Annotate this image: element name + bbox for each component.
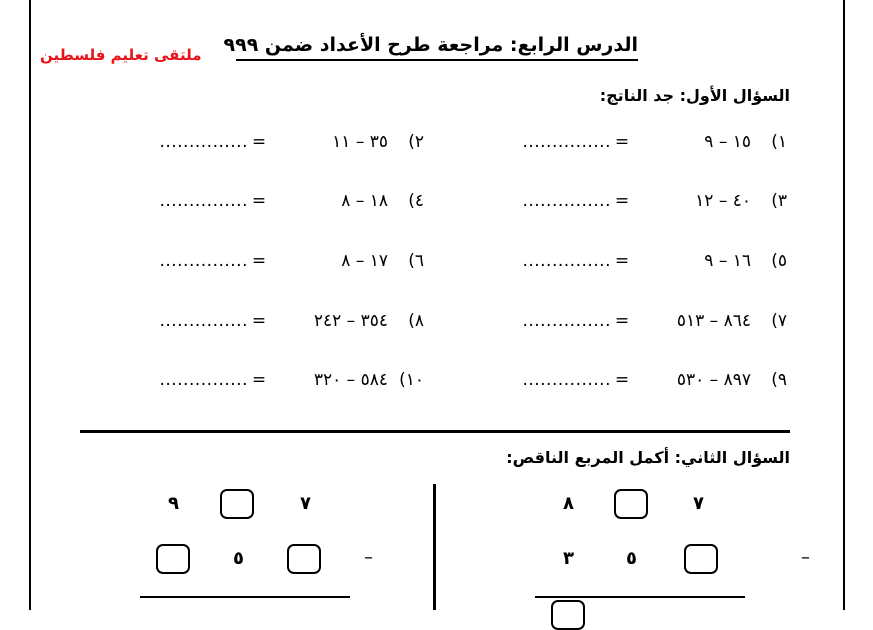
problem-9: [522, 370, 787, 390]
answer-blank[interactable]: ...............: [159, 370, 248, 390]
problem-number: ٤): [408, 191, 424, 211]
equals-sign: =: [251, 251, 267, 271]
left-top-hundreds: ٩: [168, 493, 179, 514]
problem-expression: ١٦ – ٩: [704, 251, 751, 271]
right-top-hundreds: ٨: [563, 493, 574, 514]
page-border-left: [29, 0, 31, 610]
problem-number: ٩): [771, 370, 787, 390]
problem-number: ٦): [408, 251, 424, 271]
question2-heading: السؤال الثاني: أكمل المربع الناقص:: [506, 448, 790, 467]
lesson-title: الدرس الرابع: مراجعة طرح الأعداد ضمن ٩٩٩: [236, 34, 638, 61]
problem-6: [159, 251, 424, 271]
answer-blank[interactable]: ...............: [159, 132, 248, 152]
equals-sign: =: [251, 191, 267, 211]
equals-sign: =: [614, 251, 630, 271]
right-top-ones: ٧: [693, 493, 704, 514]
problem-number: ٣): [771, 191, 787, 211]
section-divider: [80, 430, 790, 433]
answer-blank[interactable]: ...............: [522, 191, 611, 211]
page-border-right: [843, 0, 845, 610]
problem-expression: ١٨ – ٨: [341, 191, 388, 211]
equals-sign: =: [614, 311, 630, 331]
left-bottom-hundreds-box[interactable]: [156, 544, 190, 574]
answer-blank[interactable]: ...............: [522, 370, 611, 390]
right-bottom-tens: ٥: [626, 548, 637, 569]
problem-number: ١٠): [399, 370, 424, 390]
right-bottom-hundreds: ٣: [563, 548, 574, 569]
problem-number: ٨): [408, 311, 424, 331]
problem-number: ١): [771, 132, 787, 152]
problem-4: [159, 191, 424, 211]
problem-number: ٧): [771, 311, 787, 331]
problem-10: [159, 370, 424, 390]
right-bottom-ones-box[interactable]: [684, 544, 718, 574]
column-divider: [433, 484, 436, 610]
left-bottom-ones-box[interactable]: [287, 544, 321, 574]
problem-7: [522, 311, 787, 331]
left-top-tens-box[interactable]: [220, 489, 254, 519]
question1-heading: السؤال الأول: جد الناتج:: [599, 86, 790, 105]
problem-expression: ٣٥٤ – ٢٤٢: [313, 311, 388, 331]
answer-blank[interactable]: ...............: [522, 311, 611, 331]
problem-number: ٢): [408, 132, 424, 152]
equals-sign: =: [614, 191, 630, 211]
problem-8: [159, 311, 424, 331]
left-minus-sign: –: [364, 547, 373, 568]
equals-sign: =: [614, 132, 630, 152]
answer-blank[interactable]: ...............: [159, 311, 248, 331]
answer-blank[interactable]: ...............: [159, 251, 248, 271]
problem-expression: ٥٨٤ – ٣٢٠: [313, 370, 388, 390]
equals-sign: =: [251, 132, 267, 152]
left-result-line: [140, 596, 350, 598]
problem-expression: ٣٥ – ١١: [332, 132, 388, 152]
equals-sign: =: [251, 311, 267, 331]
problem-2: [159, 132, 424, 152]
answer-blank[interactable]: ...............: [159, 191, 248, 211]
left-top-ones: ٧: [300, 493, 311, 514]
right-top-tens-box[interactable]: [614, 489, 648, 519]
problem-1: [522, 132, 787, 152]
answer-blank[interactable]: ...............: [522, 251, 611, 271]
problem-expression: ١٥ – ٩: [704, 132, 751, 152]
problem-3: [522, 191, 787, 211]
problem-number: ٥): [771, 251, 787, 271]
left-bottom-tens: ٥: [233, 548, 244, 569]
problem-expression: ٤٠ – ١٢: [695, 191, 751, 211]
brand-label: ملتقى تعليم فلسطين: [40, 46, 202, 64]
problem-expression: ١٧ – ٨: [341, 251, 388, 271]
right-result-box[interactable]: [551, 600, 585, 630]
right-result-line: [535, 596, 745, 598]
answer-blank[interactable]: ...............: [522, 132, 611, 152]
right-minus-sign: –: [801, 547, 810, 568]
equals-sign: =: [251, 370, 267, 390]
problem-expression: ٨٦٤ – ٥١٣: [676, 311, 751, 331]
equals-sign: =: [614, 370, 630, 390]
problem-5: [522, 251, 787, 271]
problem-expression: ٨٩٧ – ٥٣٠: [676, 370, 751, 390]
